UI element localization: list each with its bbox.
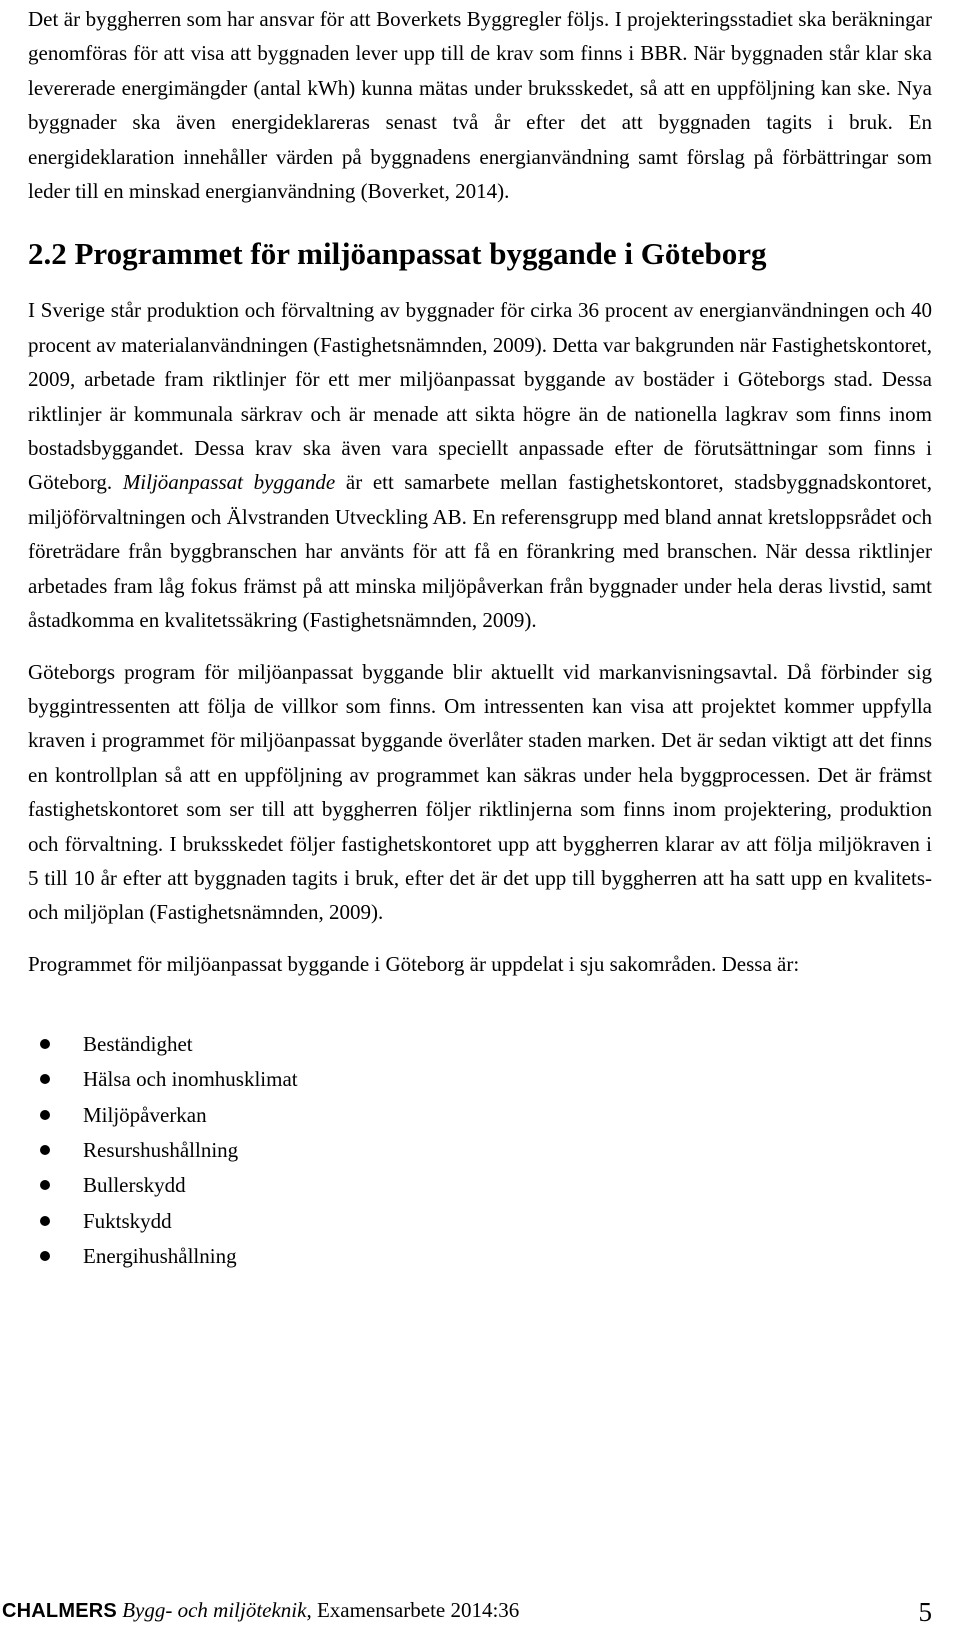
list-item [28, 1239, 932, 1274]
section-paragraph-1-end: är ett samarbete mellan fastighetskontoret, stadsbyggnadskontoret, miljöförvaltningen och Älvstranden Utveckling AB. En referensgrupp med bland annat kretsloppsrådet och företrädare från byggbranschen har använts för att få en förankring med branschen. När dessa riktlinjer arbetades fram låg fokus främst på att minska miljöpåverkan från byggnader under hela deras livstid, samt åstadkomma en kvalitetssäkring (Fastighetsnämnden, 2009). [28, 470, 933, 633]
intro-paragraph: Det är byggherren som har ansvar för att Boverkets Byggregler följs. I projekteringsstadiet ska beräkningar genomföras för att visa att byggnaden lever upp till de krav som finns i BBR. När byggnaden står klar ska levererade energimängder (antal kWh) kunna mätas under bruksskedet, så att en uppföljning kan ske. Nya byggnader ska även energideklareras senast två år efter det att byggnaden tagits i bruk. En energideklaration innehåller värden på byggnadens energianvändning samt förslag på förbättringar som leder till en minskad energianvändning (Boverket, 2014). [28, 7, 932, 204]
list-item-label: Hälsa och inomhusklimat [83, 1067, 298, 1092]
bullet-icon [40, 1074, 50, 1084]
page-number: 5 [918, 1597, 932, 1627]
section-heading: 2.2 Programmet för miljöanpassat byggande i Göteborg [28, 236, 767, 272]
section-paragraph-2: Göteborgs program för miljöanpassat byggande blir aktuellt vid markanvisningsavtal. Då förbinder sig byggintressenten att följa de villkor som finns. Om intressenten kan visa att projektet kommer uppfylla kraven i programmet för miljöanpassat byggande överlåter staden marken. Det är sedan viktigt att det finns en kontrollplan så att en uppföljning av programmet kan säkras under hela byggprocessen. Det är främst fastighetskontoret som ser till att byggherren följer riktlinjerna som finns inom projektering, produktion och förvaltning. I bruksskedet följer fastighetskontoret upp att byggherren klarar av att följa miljökraven i 5 till 10 år efter att byggnaden tagits i bruk, efter det är det upp till byggherren att ha satt upp en kvalitets- och miljöplan (Fastighetsnämnden, 2009). [28, 659, 932, 925]
footer-brand: CHALMERS [2, 1600, 117, 1622]
page-content [28, 2, 932, 1274]
list-item-label: Resurshushållning [83, 1138, 239, 1163]
bullet-icon [40, 1039, 50, 1049]
section-paragraph-1 [28, 293, 932, 637]
list-item [28, 1098, 932, 1133]
list-item-label: Energihushållning [83, 1243, 237, 1268]
bullet-icon [40, 1145, 50, 1155]
footer-report: , Examensarbete 2014:36 [306, 1598, 520, 1622]
section-paragraph-3: Programmet för miljöanpassat byggande i Göteborg är uppdelat i sju sakområden. Dessa är: [28, 951, 800, 976]
bullet-icon [40, 1216, 50, 1226]
bullet-icon [40, 1110, 50, 1120]
subject-areas-list [28, 1027, 932, 1274]
list-item [28, 1204, 932, 1239]
bullet-icon [40, 1180, 50, 1190]
bullet-icon [40, 1251, 50, 1261]
list-item-label: Miljöpåverkan [83, 1102, 207, 1127]
list-item [28, 1027, 932, 1062]
page-footer [2, 1595, 932, 1635]
footer-department: Bygg- och miljöteknik [122, 1598, 307, 1622]
list-item-label: Fuktskydd [83, 1208, 172, 1233]
list-item [28, 1168, 932, 1203]
list-item [28, 1133, 932, 1168]
section-paragraph-1-start: I Sverige står produktion och förvaltning av byggnader för cirka 36 procent av energianvändningen och 40 procent av materialanvändningen (Fastighetsnämnden, 2009). Detta var bakgrunden när Fastighetskontoret, 2009, arbetade fram riktlinjer för ett mer miljöanpassat byggande av bostäder i Göteborgs stad. Dessa riktlinjer är kommunala särkrav och är menade att sikta högre än de nationella lagkrav som finns inom bostadsbyggandet. Dessa krav ska även vara speciellt anpassade efter de förutsättningar som finns i Göteborg. [28, 298, 932, 495]
list-item-label: Bullerskydd [83, 1173, 186, 1198]
program-name-italic: Miljöanpassat byggande [122, 470, 336, 495]
list-item [28, 1062, 932, 1097]
list-item-label: Beständighet [83, 1032, 193, 1057]
